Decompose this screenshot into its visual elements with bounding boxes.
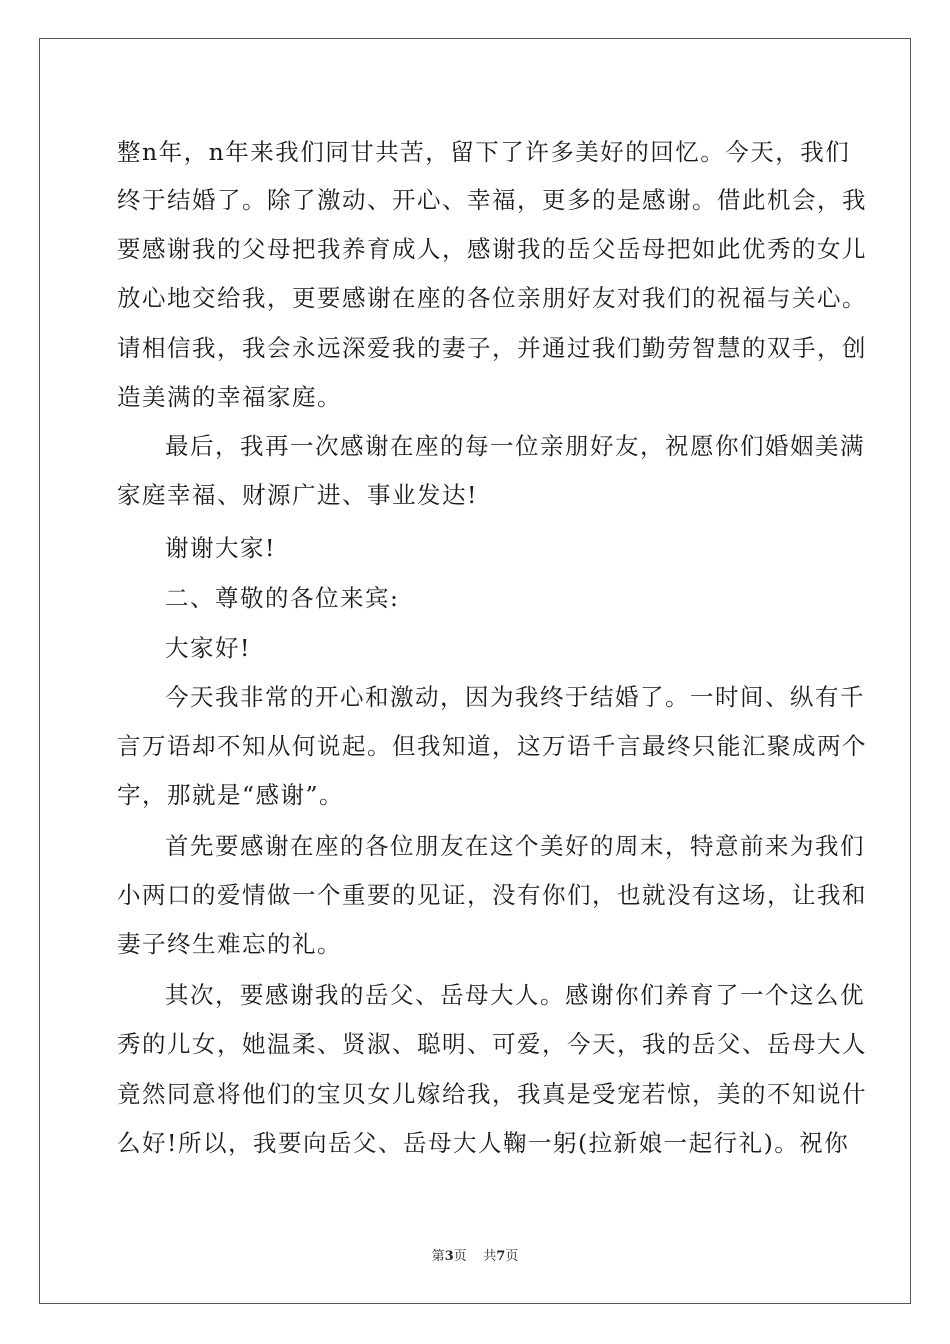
- text-line: 终于结婚了。除了激动、开心、幸福，更多的是感谢。借此机会，我: [117, 186, 867, 214]
- page-number-footer: [0, 1245, 950, 1264]
- text-line: 其次，要感谢我的岳父、岳母大人。感谢你们养育了一个这么优: [165, 981, 865, 1009]
- text-line: 要感谢我的父母把我养育成人，感谢我的岳父岳母把如此优秀的女儿: [117, 235, 867, 263]
- text-line: 大家好!: [165, 634, 251, 662]
- text-line: 造美满的幸福家庭。: [117, 383, 342, 411]
- text-line: 谢谢大家!: [165, 534, 276, 562]
- current-page-number: 3: [444, 1249, 454, 1264]
- total-pages-number: 7: [496, 1249, 506, 1264]
- page-suffix: 页: [453, 1249, 467, 1264]
- text-line: 整n年，n年来我们同甘共苦，留下了许多美好的回忆。今天，我们: [117, 138, 851, 166]
- text-line: 家庭幸福、财源广进、事业发达!: [117, 481, 478, 509]
- text-line: 最后，我再一次感谢在座的每一位亲朋好友，祝愿你们婚姻美满: [165, 432, 865, 460]
- total-suffix: 页: [505, 1249, 519, 1264]
- text-line: 今天我非常的开心和激动，因为我终于结婚了。一时间、纵有千: [165, 683, 865, 711]
- text-line: 首先要感谢在座的各位朋友在这个美好的周末，特意前来为我们: [165, 832, 865, 860]
- page-prefix: 第: [431, 1249, 445, 1264]
- text-line: 么好!所以，我要向岳父、岳母大人鞠一躬(拉新娘一起行礼)。祝你: [117, 1129, 850, 1157]
- total-prefix: 共: [483, 1249, 497, 1264]
- text-line: 竟然同意将他们的宝贝女儿嫁给我，我真是受宠若惊，美的不知说什: [117, 1080, 867, 1108]
- page-border: [39, 38, 911, 1304]
- text-line: 字，那就是“感谢”。: [117, 781, 345, 809]
- text-line: 妻子终生难忘的礼。: [117, 930, 342, 958]
- text-line: 小两口的爱情做一个重要的见证，没有你们，也就没有这场，让我和: [117, 881, 867, 909]
- text-line: 秀的儿女，她温柔、贤淑、聪明、可爱，今天，我的岳父、岳母大人: [117, 1030, 867, 1058]
- text-line: 言万语却不知从何说起。但我知道，这万语千言最终只能汇聚成两个: [117, 732, 867, 760]
- text-line: 放心地交给我，更要感谢在座的各位亲朋好友对我们的祝福与关心。: [117, 284, 867, 312]
- text-line: 请相信我，我会永远深爱我的妻子，并通过我们勤劳智慧的双手，创: [117, 334, 867, 362]
- section-heading: 二、尊敬的各位来宾:: [165, 584, 400, 612]
